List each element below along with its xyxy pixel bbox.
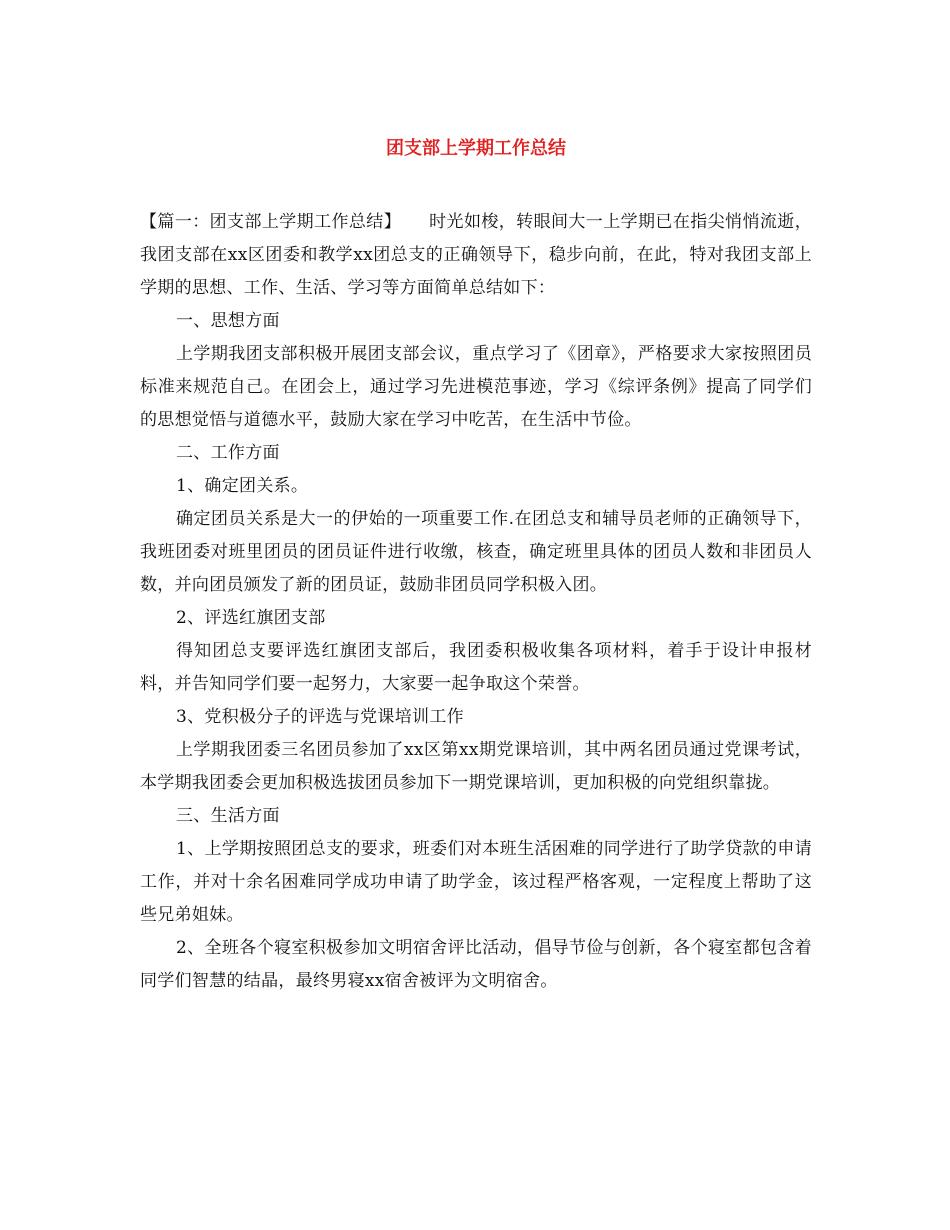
intro-label: 【篇一：团支部上学期工作总结】 <box>140 212 402 232</box>
body-paragraph: 确定团员关系是大一的伊始的一项重要工作.在团总支和辅导员老师的正确领导下，我班团委对班里团员的团员证件进行收缴，核查，确定班里具体的团员人数和非团员人数，并向团员颁发了新的团员证，鼓励非团员同学积极入团。 <box>140 509 812 595</box>
subheading: 3、党积极分子的评选与党课培训工作 <box>176 707 464 727</box>
section-heading-thought: 一、思想方面 <box>176 311 280 331</box>
body-paragraph: 上学期我团支部积极开展团支部会议，重点学习了《团章》，严格要求大家按照团员标准来规范自己。在团会上，通过学习先进模范事迹，学习《综评条例》提高了同学们的思想觉悟与道德水平，鼓励大家在学习中吃苦，在生活中节俭。 <box>140 344 812 430</box>
section-heading-work: 二、工作方面 <box>176 443 280 463</box>
body-paragraph: 1、上学期按照团总支的要求，班委们对本班生活困难的同学进行了助学贷款的申请工作，并对十余名困难同学成功申请了助学金，该过程严格客观，一定程度上帮助了这些兄弟姐妹。 <box>140 839 812 925</box>
section-heading-life: 三、生活方面 <box>176 806 280 826</box>
subheading: 2、评选红旗团支部 <box>176 608 326 628</box>
body-paragraph: 得知团总支要评选红旗团支部后，我团委积极收集各项材料，着手于设计申报材料，并告知同学们要一起努力，大家要一起争取这个荣誉。 <box>140 641 812 694</box>
body-paragraph: 上学期我团委三名团员参加了xx区第xx期党课培训，其中两名团员通过党课考试，本学期我团委会更加积极选拔团员参加下一期党课培训，更加积极的向党组织靠拢。 <box>140 740 812 793</box>
document-page <box>140 132 812 998</box>
intro-text: 时光如梭，转眼间大一上学期已在指尖悄悄流逝，我团支部在xx区团委和教学xx团总支的正确领导下，稳步向前，在此，特对我团支部上学期的思想、工作、生活、学习等方面简单总结如下： <box>140 212 812 298</box>
document-title: 团支部上学期工作总结 <box>386 138 566 159</box>
intro-paragraph <box>140 206 812 305</box>
body-paragraph: 2、全班各个寝室积极参加文明宿舍评比活动，倡导节俭与创新，各个寝室都包含着同学们智慧的结晶，最终男寝xx宿舍被评为文明宿舍。 <box>140 938 812 991</box>
subheading: 1、确定团关系。 <box>176 476 309 496</box>
